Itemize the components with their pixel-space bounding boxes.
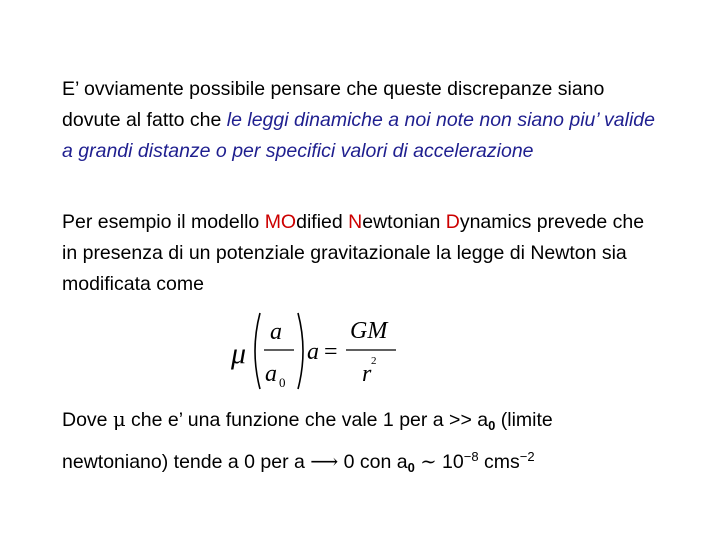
mu-definition-text-4: 0 con a xyxy=(338,451,408,473)
mond-highlight-mo: MO xyxy=(264,211,297,233)
paragraph-hypothesis xyxy=(62,74,662,167)
formula-mu: μ xyxy=(231,337,247,370)
formula-a0-base: a xyxy=(265,361,277,387)
formula-a-multiplier: a xyxy=(307,339,319,365)
arrow-symbol: ⟶ xyxy=(310,450,339,473)
mu-definition-text-1: Dove xyxy=(62,409,113,431)
mu-definition-text-3: (limite newtoniano) tende a 0 per a xyxy=(62,409,553,473)
formula-a0-subscript: 0 xyxy=(279,375,286,390)
formula-numerator-gm: GM xyxy=(350,318,388,344)
formula-equals: = xyxy=(324,339,338,365)
mond-word-modified-rest: dified xyxy=(296,211,349,233)
formula-left-paren xyxy=(255,313,260,389)
paragraph-hypothesis-text: E’ ovviamente possibile pensare che queste discrepanze siano dovute al fatto che xyxy=(62,78,605,131)
paragraph-mu-definition xyxy=(62,404,662,483)
paragraph-mond-example xyxy=(62,207,662,300)
tilde-symbol: ∼ xyxy=(420,450,437,473)
mu-definition-text-2: che e’ una funzione che vale 1 per a >> a xyxy=(125,409,489,431)
a0-subscript-1: 0 xyxy=(488,418,496,433)
formula-denominator-r: r xyxy=(362,361,372,387)
mu-definition-text-5: 10 xyxy=(436,451,464,473)
mond-word-dynamics-rest: ynamics xyxy=(459,211,532,233)
a0-subscript-2: 0 xyxy=(407,460,415,475)
formula-exponent-2: 2 xyxy=(371,355,377,367)
mond-highlight-n: N xyxy=(348,211,363,233)
formula-a-numerator: a xyxy=(270,319,282,345)
exponent-minus-2: −2 xyxy=(519,449,535,464)
mond-highlight-d: D xyxy=(445,211,460,233)
mond-formula xyxy=(228,305,408,397)
exponent-minus-8: −8 xyxy=(463,449,479,464)
mu-definition-text-6: cms xyxy=(478,451,520,473)
mond-word-newtonian-rest: ewtonian xyxy=(362,211,446,233)
paragraph-mond-rest: prevede che in presenza di un potenziale gravitazionale la legge di Newton sia modificata come xyxy=(62,211,645,295)
paragraph-mond-intro: Per esempio il modello xyxy=(62,211,265,233)
formula-right-paren xyxy=(298,313,303,389)
mu-symbol: μ xyxy=(112,408,126,431)
paragraph-hypothesis-emphasis: le leggi dinamiche a noi note non siano piu’ valide a grandi distanze o per specifici valori di accelerazione xyxy=(62,109,656,162)
